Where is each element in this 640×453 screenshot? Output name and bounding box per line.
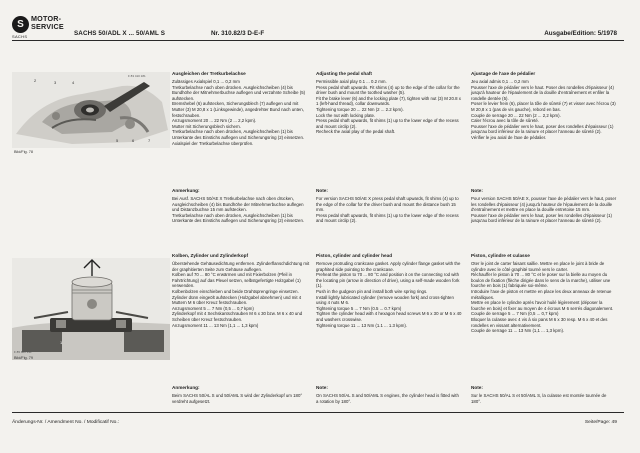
- paragraph: Couple de serrage 5 ... 7 Nm (0,5 ... 0,7 kpm): [471, 311, 559, 317]
- figure-79-caption: Bild/Fig. 79: [14, 356, 33, 360]
- paragraph: On SACHS 50/AL S and 50/AML S engines, the cylinder head is fitted with a rotation by 180°.: [316, 393, 459, 404]
- section-title: Note:: [471, 385, 483, 390]
- section-title: Ausgleichen der Tretkurbelachse: [172, 71, 246, 76]
- pedal-shaft-section-en: [316, 71, 462, 135]
- section-title: Ajustage de l'axe de pédalier: [471, 71, 536, 76]
- paragraph: Réchauffer le piston à 70 ... 80 °C et le poser sur la bielle au moyen du boulon de fixation (flèche dirigée dans le sens de la marche), utiliser une fourche en bois (1) fabriquée soi-même.: [471, 272, 611, 289]
- paragraph: Press pedal shaft upwards. Fit shims (4) up to the edge of the collar for the driver bush and mount the toothed washer (5).: [316, 84, 460, 96]
- paragraph: Kolben auf 70 ... 80 °C erwärmen und mit Fixierbolzen (Pfeil in Fahrtrichtung) auf das Pleuel setzen, selbstgefertigte Holzgabel (1) verwenden.: [172, 272, 301, 289]
- paragraph: Bloquer la culasse avec 4 vis à six pans M 6 x 30 resp. M 6 x 40 et des rondelles en vissant alternativement.: [471, 316, 608, 328]
- paragraph: Tretkurbelachse nach oben drücken, Ausgleichscheiben (1) bis Unterkante des Einstichs auflegen und Sicherungsring (2) einsetzen.: [172, 129, 305, 140]
- section-title: Piston, cylinder and cylinder head: [316, 253, 393, 258]
- svg-text:3: 3: [54, 80, 57, 85]
- paragraph: Lock the nut with locking plate.: [316, 112, 376, 118]
- figure-79-piston: [12, 258, 170, 360]
- piston-photo: [12, 258, 170, 360]
- paragraph: Pousser l'axe de pédalier vers le haut. Poser des rondelles d'épaisseur (4) jusqu'à hauteur de l'épaulement de la douille d'entraînement et enfiler la rondelle dentée (5).: [471, 84, 614, 101]
- header-divider: [12, 40, 624, 41]
- paragraph: Tretkurbelachse nach oben drücken, Ausgleichscheiben (1) bis Unterkante des Einstichs auflegen und Sicherungsring (2) einsetzen.: [172, 212, 305, 224]
- paragraph: Poser le levier frein (6), placer la tôle de sûreté (7) et visser avec l'écrou (3) M 20,8 x 1 (pas de vis gauche), rebord en bas.: [471, 101, 616, 112]
- paragraph: Tretkurbelachse nach oben drücken. Ausgleichscheiben (4) bis Bundhöhe der Mitnehmerbuchse auflegen und verzahnte Scheibe (5) aufstecken.: [172, 84, 306, 101]
- note1-section-de: [172, 188, 311, 224]
- paragraph: Überstehende Gehäusedichtung entfernen. Zylinderflanschdichtung mit der graphitierten Seite zum Gehäuse auflegen.: [172, 261, 310, 272]
- paragraph: Press pedal shaft upwards, fit shims (1) up to the lower edge of the recess and mount circlip (2).: [316, 212, 459, 224]
- paragraph: Fit the brake lever (6) and the locking plate (7), tighten with nut (3) M 20.8 x 1 (left-hand thread), collar downwards.: [316, 95, 461, 107]
- svg-text:6: 6: [132, 138, 135, 143]
- paragraph: Install lightly lubricated cylinder (remove wooden fork) and cross-tighten using 4 nuts M 6.: [316, 294, 454, 306]
- sachs-motor-service-logo: [12, 14, 64, 42]
- paragraph: Bei Ausf. SACHS 50/AE X Tretkurbelachse nach oben drücken, Ausgleichscheiben (4) bis Bundhöhe der Mitnehmerbuchse auflegen und Distanzbuchse 15 mm aufstecken.: [172, 196, 304, 213]
- paragraph: Pousser l'axe de pédalier vers le haut, poser des rondelles d'épaisseur (1) jusqu'au bord inférieur de la rainure et placer l'anneau de sûreté (2).: [471, 123, 614, 135]
- svg-text:5: 5: [116, 138, 119, 143]
- paragraph: Jeu axial admis 0,1 ... 0,2 mm: [471, 79, 529, 84]
- svg-text:2: 2: [34, 78, 37, 83]
- section-title: Adjusting the pedal shaft: [316, 71, 372, 76]
- paragraph: Push in the gudgeon pin and install both wire spring rings.: [316, 288, 428, 294]
- note1-section-fr: [471, 188, 617, 224]
- paragraph: Pour version SACHS 50/AE X, pousser l'axe de pédalier vers le haut, poser les rondelles d'épaisseur (4) jusqu'à hauteur de l'épaulement de la douille d'entraînement et mettre en place la douille entretoise 15 mm.: [471, 196, 617, 213]
- paragraph: Tighten the cylinder head with 4 hexagon head screws M 6 x 30 or M 6 x 40 and washers crosswise.: [316, 311, 462, 322]
- paragraph: Tightening torque 20 ... 22 Nm (2 ... 2.2 kpm).: [316, 106, 404, 112]
- paragraph: Anzugsmoment 11 ... 13 Nm (1,1 ... 1,3 kpm): [172, 322, 259, 328]
- piston-section-en: [316, 253, 462, 328]
- pedal-shaft-section-de: [172, 71, 311, 146]
- engine-model-title: SACHS 50/ADL X ... 50/AML S: [74, 30, 165, 37]
- sachs-badge-icon: S: [12, 16, 29, 33]
- svg-text:1: 1: [60, 340, 63, 345]
- section-title: Anmerkung:: [172, 385, 200, 390]
- figure-78-pedal-shaft: [12, 72, 170, 148]
- paragraph: Axialspiel der Tretkurbelachse überprüfen.: [172, 140, 254, 146]
- edition: Ausgabe/Edition: 5/1978: [544, 30, 617, 37]
- paragraph: Sur le SACHS 50/AL S et 50/AML S, la culasse est montée tournée de 180°.: [471, 393, 607, 404]
- paragraph: Press pedal shaft upwards, fit shims (1) up to the lower edge of the recess and mount circlip (2).: [316, 118, 459, 129]
- paragraph: Zylinderkopf mit 4 Sechskantschrauben M 6 x 30 bzw. M 6 x 40 und Scheiben über Kreuz festschrauben.: [172, 311, 303, 322]
- section-title: Note:: [316, 188, 328, 193]
- logo-sub: SACHS: [12, 34, 28, 39]
- section-title: Note:: [471, 188, 483, 193]
- note2-section-de: [172, 385, 311, 404]
- figure-78-code: F 83 410 181: [128, 74, 146, 78]
- paragraph: Pousser l'axe de pédalier vers le haut, poser les rondelles d'épaisseur (1) jusqu'au bord inférieur de la rainure et placer l'anneau de sûreté (2).: [471, 212, 612, 224]
- paragraph: Zylinder dünn eingeölt aufstecken (Holzgabel abnehmen) und mit 4 Muttern M 6 über Kreuz festschrauben.: [172, 294, 302, 306]
- pedal-shaft-photo: [12, 72, 170, 148]
- section-title: Note:: [316, 385, 328, 390]
- paragraph: Mettre en place le cylindre après l'avoir huilé légèrement (déposer la fourche en bois) et fixer au moyen de 4 écrous M 6 serrés diagonalement.: [471, 300, 614, 311]
- paragraph: Remove protruding crankcase gasket. Apply cylinder flange gasket with the graphited side pointing to the crankcase.: [316, 261, 461, 272]
- paragraph: Zulässiges Axialspiel 0,1 ... 0,2 mm: [172, 79, 240, 84]
- piston-section-fr: [471, 253, 617, 334]
- paragraph: Couple de serrage 11 ... 13 Nm (1,1 ... 1,3 kpm).: [471, 328, 565, 334]
- pedal-shaft-section-fr: [471, 71, 617, 141]
- paragraph: Caler l'écrou avec la tôle de sûreté.: [471, 118, 539, 124]
- paragraph: Tightening torque 11 ... 13 Nm (1.1 ... 1.3 kpm).: [316, 322, 408, 328]
- page-number: Seite/Page: 49: [584, 420, 617, 425]
- paragraph: Oter le joint de carter faisant saillie. Mettre en place le joint à bride de cylindre avec le côté graphité tourné vers le carter.: [471, 261, 605, 272]
- svg-text:7: 7: [148, 138, 151, 143]
- paragraph: Mutter mit Sicherungsblech sichern.: [172, 123, 242, 129]
- note1-section-en: [316, 188, 462, 224]
- paragraph: Kolbenbolzen einschieben und beide Drahtsprengringe einsetzen.: [172, 288, 299, 294]
- paragraph: Introduire l'axe de piston et mettre en place les deux anneaux de retenue métalliques.: [471, 288, 612, 300]
- paragraph: Tightening torque 5 ... 7 Nm (0.5 ... 0.7 kpm): [316, 305, 402, 311]
- paragraph: Beim SACHS 50/AL S und 50/AML S wird der Zylinderkopf um 180° verdreht aufgesetzt.: [172, 393, 303, 404]
- paragraph: Preheat the piston to 70 ... 80 °C and position it on the connecting rod with the locating pin (arrow in direction of drive), using a self-made wooden fork (1).: [316, 272, 460, 289]
- paragraph: Anzugsmoment 5 ... 7 Nm (0,5 ... 0,7 kpm): [172, 305, 254, 311]
- paragraph: Bremshebel (6) aufstecken, Sicherungsblech (7) auflegen und mit Mutter (3) M 20,8 x 1 (Linksgewinde), angedrehter Bund nach unten, festschrauben.: [172, 101, 304, 118]
- paragraph: Vérifier le jeu axial de l'axe de pédalier.: [471, 134, 547, 140]
- note2-section-en: [316, 385, 462, 404]
- document-number: Nr. 310.82/3 D-E-F: [211, 30, 265, 37]
- footer-divider: [12, 412, 624, 413]
- paragraph: Recheck the axial play of the pedal shaft.: [316, 129, 396, 135]
- figure-78-caption: Bild/Fig. 78: [14, 150, 33, 154]
- paragraph: Permissible axial play 0.1 ... 0.2 mm.: [316, 79, 387, 84]
- amendment-number: Änderungs-Nr. / Amendment No. / Modificatif No.:: [12, 420, 120, 425]
- logo-wordmark: MOTOR- SERVICE: [31, 14, 64, 31]
- section-title: Piston, cylindre et culasse: [471, 253, 530, 258]
- note2-section-fr: [471, 385, 617, 404]
- section-title: Anmerkung:: [172, 188, 200, 193]
- piston-section-de: [172, 253, 311, 328]
- paragraph: Couple de serrage 20 ... 22 Nm (2 ... 2,2 kpm).: [471, 112, 561, 118]
- section-title: Kolben, Zylinder und Zylinderkopf: [172, 253, 249, 258]
- svg-text:4: 4: [72, 80, 75, 85]
- figure-79-code: F 85 601 191: [14, 350, 32, 354]
- paragraph: For version SACHS 50/AE X press pedal shaft upwards, fit shims (4) up to the edge of the collar for the driver bush and mount the distance bush 15 mm.: [316, 196, 459, 213]
- paragraph: Anzugsmoment 20 ... 22 Nm (2 ... 2,2 kpm).: [172, 118, 257, 124]
